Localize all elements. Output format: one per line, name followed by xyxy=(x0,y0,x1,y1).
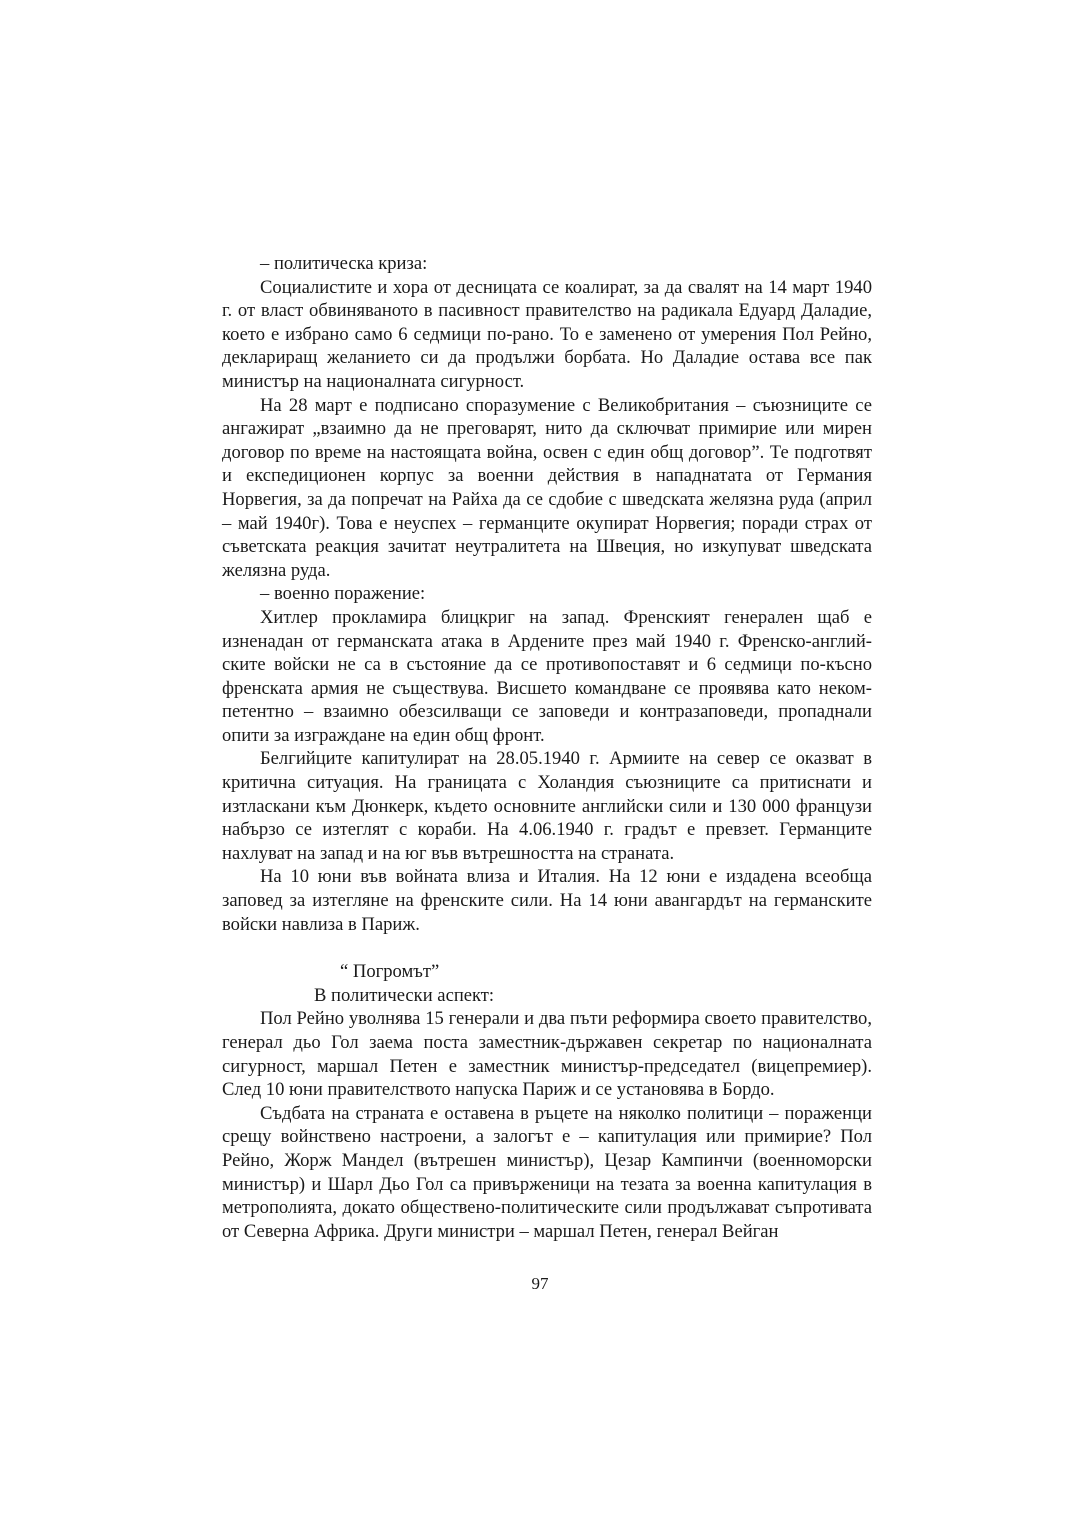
paragraph-italy-enters-war: На 10 юни във войната влиза и Италия. На 12 юни е издадена всеобща заповед за изтегляне на френските сили. На 14 юни авангардът на германските войски навлиза в Париж. xyxy=(222,866,872,935)
section-spacer xyxy=(222,936,872,960)
paragraph-reynaud-reforms: Пол Рейно уволнява 15 генерали и два пъти реформира своето правителство, генерал дьо Гол заема поста заместник-държавен секретар по националната сигурност, маршал Петен е заместник министър-председател (вицепремиер). След 10 юни правителството напуска Париж и се установява в Бордо. xyxy=(222,1008,872,1101)
section-subtitle: В политически аспект: xyxy=(314,984,495,1006)
paragraph-socialists-coalition: Социалистите и хора от десницата се коалират, за да свалят на 14 март 1940 г. от власт обвиняваното в пасивност правителство на радикала Едуард Даладие, което е избрано само 6 седмици по-рано. То е заменено от умерения Пол Рейно, деклариращ желанието си да продължи борбата. Но Даладие остава все пак министър на националната сигурност. xyxy=(222,276,872,392)
paragraph-military-defeat-heading: – военно поражение: xyxy=(260,583,426,605)
paragraph-political-crisis-heading: – политическа криза: xyxy=(260,253,428,274)
paragraph-march-agreement: На 28 март е подписано споразумение с Великобритания – съюзниците се ангажират „взаимно да не преговарят, нито да сключват примирие или мирен договор по време на настоящата война, освен с един общ договор”. Те подготвят и експедиционен корпус за военни действия в нападнатата от Германия Норвегия, за да попречат на Райха да се сдобие с шведската желязна руда (април – май 1940г). Това е неуспех – германците окупират Норвегия; поради страх от съветската реакция зачитат неутралитета на Швеция, но изкупуват шведската желязна руда. xyxy=(222,394,872,581)
section-title: “ Погромът” xyxy=(340,961,440,983)
page-number: 97 xyxy=(531,1274,549,1293)
paragraph-belgian-capitulation: Белгийците капитулират на 28.05.1940 г. Армиите на север се оказват в критична ситуация. На границата с Холандия съюзниците са притиснати и изтласкани към Дюнкерк, където основните английски сили и 130 000 французи набързо се изтеглят с кораби. На 4.06.1940 г. градът е превзет. Германците нахлуват на запад и на юг във вътрешността на страната. xyxy=(222,748,872,864)
paragraph-blitzkrieg: Хитлер прокламира блицкриг на запад. Френският генерален щаб е изненадан от германската атака в Ардените през май 1940 г. Френско-английските войски не са в състояние да се противопоставят и 6 седмици по-късно френската армия не съществува. Висшето командване се проявява като некомпетентно – взаимно обезсилващи се заповеди и контразаповеди, пропаднали опити за изграждане на един общ фронт. xyxy=(222,606,872,746)
document-body xyxy=(222,252,872,1243)
paragraph-fate-of-country: Съдбата на страната е оставена в ръцете на няколко политици – пораженци срещу войнствено настроени, а залогът е – капитулация или примирие? Пол Рейно, Жорж Мандел (вътрешен министър), Цезар Кампинчи (военноморски министър) и Шарл Дьо Гол са привърженици на тезата за военна капитулация в метрополията, докато обществено-политическите сили продължават съпротивата от Северна Африка. Други министри – маршал Петен, генерал Вейган xyxy=(222,1102,872,1242)
